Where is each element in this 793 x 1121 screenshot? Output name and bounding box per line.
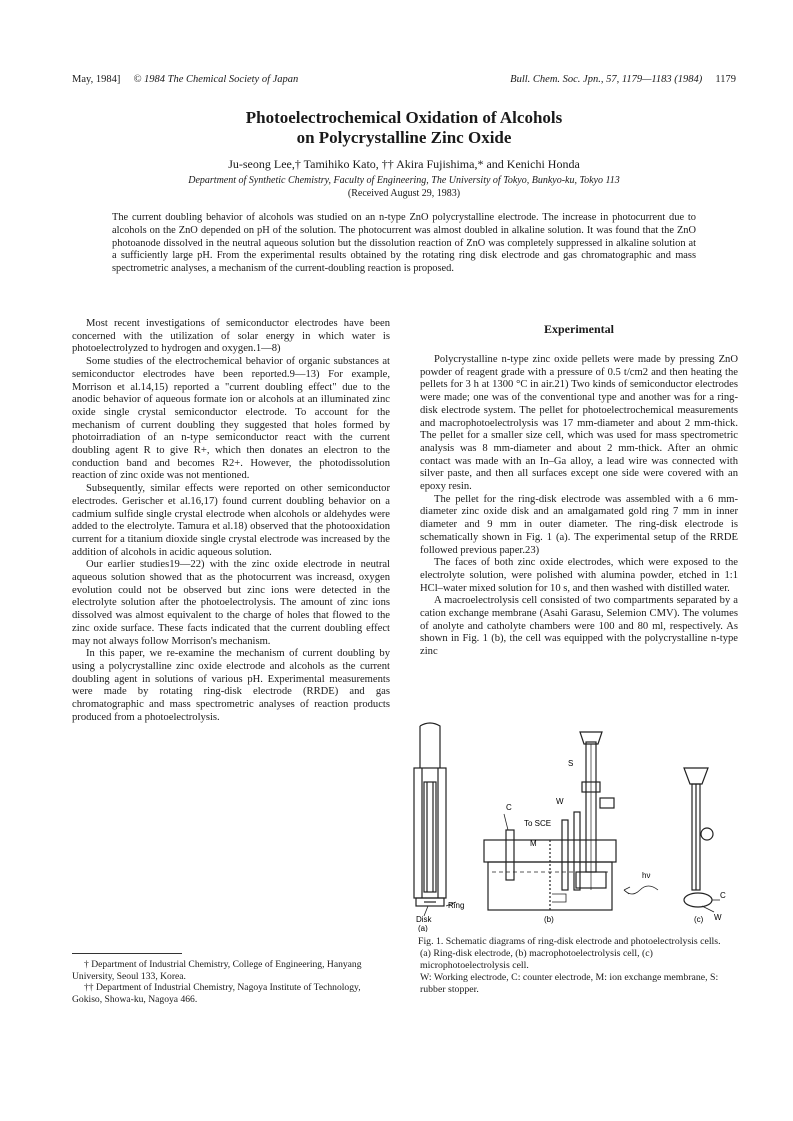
intro-paragraph-4: Our earlier studies19—22) with the zinc oxide electrode in neutral aqueous solution showed that as the photocurrent was increasd, oxygen evolution could not be observed but zinc ions were detected in the electrolyte solution after the photoelectrolysis. The amount of zinc ions dissolved was almost equivalent to the charge of holes that flowed to the zinc oxide surface. These facts indicated that the current doubling effect may not always follow Morrison's mechanism.: [72, 559, 390, 647]
experimental-paragraph-3: The faces of both zinc oxide electrodes, which were exposed to the electrolyte solution, were polished with alumina powder, etched in 1:1 HCl–water mixed solution for 10 s, and then washed with distilled water.: [420, 557, 738, 594]
label-disk: Disk: [416, 915, 432, 924]
intro-paragraph-2: Some studies of the electrochemical behavior of organic substances at semiconductor electrodes have been reported.9—13) For example, Morrison et al.14,15) reported a "current doubling effect" due to the anodic behavior of aqueous formate ion or alcohols at an illuminated zinc oxide single crystal semiconductor electrode. To account for the mechanism of current doubling they suggested that holes formed by photoirradiation of an n-type semiconductor react with the current doubling agent R to give R+, which then donates an electron to the conduction band and becomes R2+. However, the photodissolution reaction of zinc oxide was not mentioned.: [72, 356, 390, 482]
experimental-paragraph-1: Polycrystalline n-type zinc oxide pellets were made by pressing ZnO powder of reagent grade with a pressure of 0.5 t/cm2 and then heating the pellets for 3 h at 1300 °C in air.21) Two kinds of semiconductor electrodes were made; one was of the conventional type and another was for a ring-disk electrode system. The pellet for photoelectrochemical measurements and macrophotoelectrolysis was 17 mm-diameter and about 2 mm-thick. The pellet for a smaller size cell, which was used for mass spectrometric analysis was 8 mm-diameter and about 2 mm-thick. After an ohmic contact was made with an In–Ga alloy, a lead wire was connected with silver paste, and then all surfaces except one side were covered with an epoxy resin.: [420, 354, 738, 493]
caption-parts: (a) Ring-disk electrode, (b) macrophotoelectrolysis cell, (c) microphotoelectrolysis cell.: [420, 948, 653, 971]
label-c: (c): [694, 915, 704, 924]
label-working-electrode-c: W: [714, 913, 722, 922]
footnote-2: †† Department of Industrial Chemistry, Nagoya Institute of Technology, Gokiso, Showa-ku, Nagoya 466.: [72, 982, 361, 1005]
running-head-right: [510, 74, 736, 85]
abstract: The current doubling behavior of alcohols was studied on an n-type ZnO polycrystalline electrode. The increase in photocurrent due to alcohols on the ZnO depended on pH of the solution. The photocurrent was almost doubled in alkaline solution. It was found that the ZnO photoanode dissolved in the neutral aqueous solution but the dissolution reaction of ZnO was completely suppressed in alkaline solution at a sufficiently large pH. From the experimental results obtained by the rotating ring disk electrode and gas chromatographic and mass spectrometric analyses, a mechanism of the current-doubling reaction is proposed.: [112, 212, 696, 275]
label-counter-electrode: C: [506, 803, 512, 812]
section-heading-experimental: Experimental: [544, 322, 614, 336]
left-column: [72, 318, 390, 725]
author-list: Ju-seong Lee,† Tamihiko Kato, †† Akira Fujishima,* and Kenichi Honda: [228, 157, 580, 171]
intro-paragraph-5: In this paper, we re-examine the mechanism of current doubling by using a polycrystalline zinc oxide electrode and alcohols as the current doubling agent in solutions of various pH. Experimental measurements were made by rotating ring-disk electrode (RRDE) and gas chromatographic and mass spectrometric analyses of reaction products produced from a photoelectrolysis.: [72, 648, 390, 723]
caption-legend: W: Working electrode, C: counter electrode, M: ion exchange membrane, S: rubber stopper.: [420, 972, 719, 995]
label-to-sce: To SCE: [524, 819, 552, 828]
footnote-1: † Department of Industrial Chemistry, College of Engineering, Hanyang University, Seoul 133, Korea.: [72, 959, 362, 982]
title-line-1: Photoelectrochemical Oxidation of Alcohols: [245, 108, 563, 127]
right-column: [420, 354, 738, 659]
figure-1-schematic: [402, 722, 732, 932]
journal-citation: Bull. Chem. Soc. Jpn., 57, 1179—1183 (1984): [510, 74, 703, 85]
microphotoelectrolysis-cell-drawing: [684, 768, 720, 912]
affiliation: Department of Synthetic Chemistry, Faculty of Engineering, The University of Tokyo, Bunkyo-ku, Tokyo 113: [188, 175, 620, 186]
experimental-paragraph-4: A macroelectrolysis cell consisted of two compartments separated by a cation exchange membrane (Asahi Garasu, Selemion CMV). The volumes of anolyte and catholyte chambers were 100 and 80 ml, respectively. As shown in Fig. 1 (b), the cell was equipped with the polycrystalline n-type zinc: [420, 595, 738, 658]
label-ring: Ring: [448, 901, 465, 910]
label-membrane: M: [530, 839, 537, 848]
footnote-divider: [72, 953, 182, 954]
footnotes: [72, 959, 390, 1005]
paper-title: [72, 108, 736, 148]
issue-date: May, 1984]: [72, 74, 121, 85]
page-number: 1179: [715, 74, 736, 85]
title-line-2: on Polycrystalline Zinc Oxide: [296, 128, 512, 147]
intro-paragraph-3: Subsequently, similar effects were reported on other semiconductor electrodes. Gerischer et al.16,17) found current doubling behavior on a cadmium sulfide single crystal electrode when alcohols or aldehydes were added to the electrolyte. Tamura et al.18) observed that the photooxidation current for a titanium dioxide single crystal electrode was increased by the addition of alcohols in acidic aqueous solution.: [72, 483, 390, 558]
label-stopper: S: [568, 759, 574, 768]
received-date: (Received August 29, 1983): [347, 188, 461, 199]
label-b: (b): [544, 915, 554, 924]
figure-1-caption: [418, 936, 738, 996]
label-hv: hν: [642, 871, 651, 880]
experimental-paragraph-2: The pellet for the ring-disk electrode was assembled with a 6 mm-diameter zinc oxide disk and an amalgamated gold ring 7 mm in inner diameter and 9 mm in outer diameter. The ring-disk electrode is schematically shown in Fig. 1 (a). The experimental setup of the RRDE followed previous paper.23): [420, 493, 738, 556]
caption-title: Fig. 1. Schematic diagrams of ring-disk electrode and photoelectrolysis cells.: [418, 936, 721, 947]
running-head: [72, 74, 736, 88]
running-head-left: [72, 74, 298, 85]
ring-disk-electrode-drawing: [414, 723, 456, 916]
copyright-notice: © 1984 The Chemical Society of Japan: [133, 74, 299, 85]
intro-paragraph-1: Most recent investigations of semiconductor electrodes have been concerned with the utilization of solar energy in which water is photoelectrolyzed to hydrogen and oxygen.1—8): [72, 318, 390, 355]
label-counter-electrode-c: C: [720, 891, 726, 900]
label-a: (a): [418, 924, 428, 932]
label-working-electrode: W: [556, 797, 564, 806]
